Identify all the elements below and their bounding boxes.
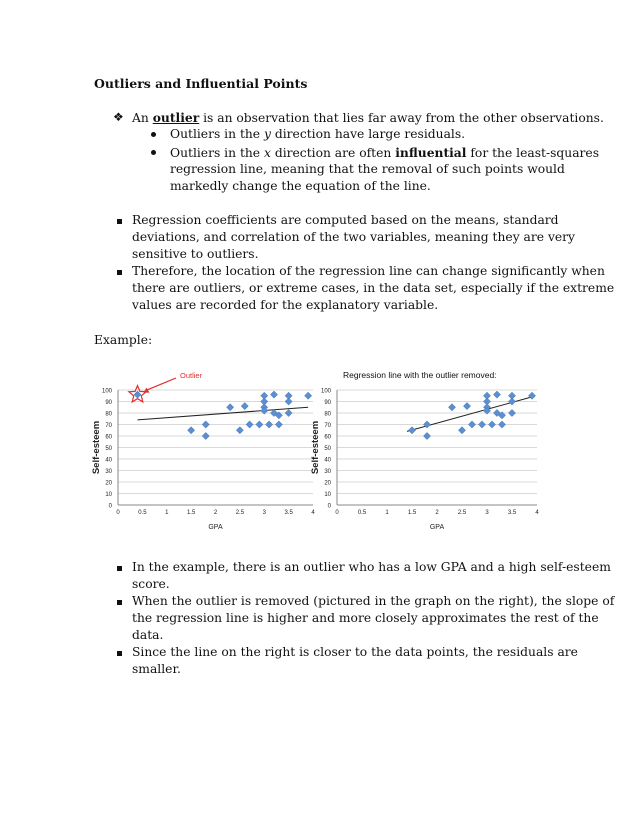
data-point xyxy=(202,432,209,439)
chart-title: Outlier xyxy=(180,371,203,380)
residuals-line1: Since the line on the right is closer to the data points, the residuals are xyxy=(132,645,578,659)
y-tick-label: 70 xyxy=(105,423,112,429)
square-bullet-icon xyxy=(117,219,122,224)
location-line2: there are outliers, or extreme cases, in the data set, especially if the extreme xyxy=(132,281,615,295)
y-tick-label: 90 xyxy=(105,400,112,406)
y-axis-label: Self-esteem xyxy=(91,420,102,475)
y-tick-label: 60 xyxy=(324,434,331,441)
y-tick-label: 20 xyxy=(105,480,112,487)
charts-area xyxy=(0,366,638,536)
coefficients-line3: sensitive to outliers. xyxy=(132,247,259,261)
x-tick-label: 3.5 xyxy=(284,510,293,516)
x-tick-label: 1.5 xyxy=(186,510,196,516)
data-point xyxy=(528,392,535,399)
outlier-arrow xyxy=(146,378,177,391)
data-point xyxy=(408,427,415,434)
x-tick-label: 1 xyxy=(165,510,169,516)
y-tick-label: 50 xyxy=(105,446,112,452)
bullet-dot-icon xyxy=(151,150,156,155)
data-point xyxy=(202,421,209,428)
data-point xyxy=(285,409,292,416)
x-axis-label: GPA xyxy=(429,524,445,531)
data-point xyxy=(275,421,282,428)
x-tick-label: 2 xyxy=(213,510,218,516)
x-tick-label: 1 xyxy=(385,510,389,516)
data-point xyxy=(498,421,505,428)
x-tick-label: 0.5 xyxy=(357,510,367,516)
data-point xyxy=(305,392,312,399)
data-point xyxy=(266,421,273,428)
location-line3: values are recorded for the explanatory variable. xyxy=(132,298,439,312)
x-tick-label: 2.5 xyxy=(235,510,245,516)
data-point xyxy=(468,421,475,428)
square-bullet-icon xyxy=(117,600,122,605)
x-tick-label: 3 xyxy=(485,510,489,516)
data-point xyxy=(423,432,430,439)
y-tick-label: 10 xyxy=(324,492,331,498)
removed-line3: data. xyxy=(132,628,164,642)
x-tick-label: 0.5 xyxy=(138,510,147,516)
x-tick-label: 2.5 xyxy=(457,510,467,516)
regression-line xyxy=(138,407,309,420)
x-tick-label: 2 xyxy=(435,510,439,516)
data-point xyxy=(256,421,263,428)
y-tick-label: 30 xyxy=(105,469,112,475)
sub-bullet-x-outliers: Outliers in the x direction are often influential for the least-squares xyxy=(170,145,599,160)
diamond-bullet-icon: ❖ xyxy=(113,110,124,124)
data-point xyxy=(270,391,277,398)
removed-line1: When the outlier is removed (pictured in the graph on the right), the slope of xyxy=(132,594,615,608)
location-line1: Therefore, the location of the regression line can change significantly when xyxy=(132,264,605,278)
square-bullet-icon xyxy=(117,566,122,571)
data-point xyxy=(493,391,500,398)
y-tick-label: 90 xyxy=(324,400,331,406)
x-tick-label: 4 xyxy=(311,510,315,516)
x-tick-label: 0 xyxy=(335,510,339,516)
y-tick-label: 60 xyxy=(105,434,112,441)
example-label: Example: xyxy=(94,333,153,347)
removed-line2: the regression line is higher and more closely approximates the rest of the xyxy=(132,611,599,625)
y-tick-label: 100 xyxy=(320,388,331,395)
data-point xyxy=(488,421,495,428)
y-tick-label: 10 xyxy=(105,492,112,498)
y-tick-label: 20 xyxy=(324,480,331,487)
residuals-line2: smaller. xyxy=(132,662,181,676)
coefficients-line2: deviations, and correlation of the two variables, meaning they are very xyxy=(132,230,575,244)
x-axis-label: GPA xyxy=(208,524,223,531)
y-tick-label: 0 xyxy=(327,503,331,510)
y-axis-label: Self-esteem xyxy=(310,420,321,475)
x-tick-label: 3.5 xyxy=(507,510,517,516)
y-tick-label: 30 xyxy=(324,469,331,475)
data-point xyxy=(508,409,515,416)
outlier-definition: An outlier is an observation that lies far away from the other observations. xyxy=(132,110,604,125)
example-note-line1: In the example, there is an outlier who has a low GPA and a high self-esteem xyxy=(132,560,611,574)
square-bullet-icon xyxy=(117,270,122,275)
x-tick-label: 4 xyxy=(535,510,539,516)
y-tick-label: 80 xyxy=(105,411,112,418)
x-tick-label: 1.5 xyxy=(407,510,417,516)
square-bullet-icon xyxy=(117,651,122,656)
data-point xyxy=(458,427,465,434)
sub-bullet-y-outliers: Outliers in the y direction have large residuals. xyxy=(170,127,466,141)
y-tick-label: 40 xyxy=(105,457,112,464)
chart-title: Regression line with the outlier removed: xyxy=(343,370,497,380)
y-tick-label: 100 xyxy=(101,388,112,395)
coefficients-line1: Regression coefficients are computed based on the means, standard xyxy=(132,213,559,227)
data-point xyxy=(463,403,470,410)
influential-term: influential xyxy=(395,145,467,160)
y-tick-label: 0 xyxy=(108,503,112,510)
data-point xyxy=(478,421,485,428)
sub-bullet-x-line2: regression line, meaning that the removal of such points would xyxy=(170,162,565,176)
data-point xyxy=(448,404,455,411)
data-point xyxy=(227,404,234,411)
sub-bullet-x-line3: markedly change the equation of the line. xyxy=(170,179,431,193)
y-tick-label: 50 xyxy=(324,446,331,452)
y-tick-label: 80 xyxy=(324,411,331,418)
data-point xyxy=(134,391,141,398)
data-point xyxy=(241,403,248,410)
outlier-term: outlier xyxy=(152,110,200,125)
y-tick-label: 40 xyxy=(324,457,331,464)
data-point xyxy=(188,427,195,434)
x-tick-label: 0 xyxy=(116,510,120,516)
x-tick-label: 3 xyxy=(262,510,266,516)
data-point xyxy=(236,427,243,434)
page-title: Outliers and Influential Points xyxy=(94,76,308,91)
data-point xyxy=(285,398,292,405)
data-point xyxy=(508,398,515,405)
bullet-dot-icon xyxy=(151,132,156,137)
y-tick-label: 70 xyxy=(324,423,331,429)
data-point xyxy=(246,421,253,428)
example-note-line2: score. xyxy=(132,577,170,591)
